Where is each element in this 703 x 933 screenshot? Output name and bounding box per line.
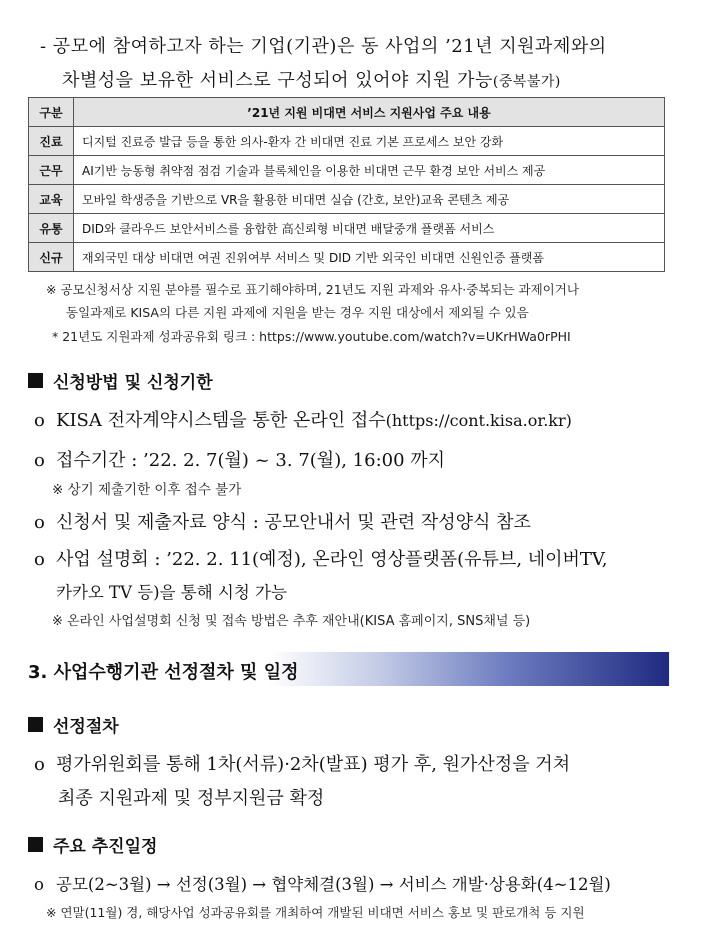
section-heading-schedule [28, 832, 157, 857]
apply-item-briefing-line-2: 카카오 TV 등)을 통해 시청 가능 [56, 583, 287, 602]
table-header-category: 구분 [29, 98, 74, 127]
section-heading-selection-text: 선정절차 [53, 717, 119, 737]
selection-item-line-1: 평가위원회를 통해 1차(서류)·2차(발표) 평가 후, 원가산정을 거쳐 [56, 754, 571, 775]
table-row [29, 185, 665, 214]
chapter-3-title: 3. 사업수행기관 선정절차 및 일정 [28, 662, 299, 683]
schedule-item [34, 871, 611, 895]
table-cell-category: 교육 [29, 185, 74, 214]
intro-line-2 [62, 66, 561, 92]
table-row [29, 214, 665, 243]
table-note-2-link[interactable]: * 21년도 지원과제 성과공유회 링크 : https://www.youtube.com/watch?v=UKrHWa0rPHI [52, 329, 571, 344]
selection-item-line-2: 최종 지원과제 및 정부지원금 확정 [58, 788, 325, 809]
apply-item-briefing [34, 545, 608, 571]
schedule-item-text: 공모(2~3월) → 선정(3월) → 협약체결(3월) → 서비스 개발·상용화(4~12월) [56, 875, 611, 894]
table-row [29, 127, 665, 156]
table-note-1-line-2: 동일과제로 KISA의 다른 지원 과제에 지원을 받는 경우 지원 대상에서 제외될 수 있음 [66, 305, 529, 320]
apply-item-online-text: KISA 전자계약시스템을 통한 온라인 접수 [56, 410, 386, 431]
table-cell-content: 재외국민 대상 비대면 여권 진위여부 서비스 및 DID 기반 외국인 비대면 신원인증 플랫폼 [74, 243, 665, 272]
apply-item-online [34, 406, 572, 432]
section-heading-apply-text: 신청방법 및 신청기한 [53, 373, 213, 393]
apply-item-period-text: 접수기간 : ’22. 2. 7(월) ~ 3. 7(월), 16:00 까지 [56, 450, 446, 471]
square-bullet-icon [28, 373, 43, 388]
apply-item-online-link[interactable]: (https://cont.kisa.or.kr) [385, 411, 572, 430]
section-heading-schedule-text: 주요 추진일정 [53, 837, 158, 857]
apply-item-forms-text: 신청서 및 제출자료 양식 : 공모안내서 및 관련 작성양식 참조 [56, 512, 531, 533]
circle-bullet-icon: o [34, 875, 44, 894]
circle-bullet-icon: o [34, 549, 45, 570]
circle-bullet-icon: o [34, 754, 45, 775]
apply-item-briefing-line-1: 사업 설명회 : ’22. 2. 11(예정), 온라인 영상플랫폼(유튜브, 네이버TV, [56, 549, 608, 570]
apply-period-note: ※ 상기 제출기한 이후 접수 불가 [52, 482, 242, 498]
section-heading-apply [28, 368, 213, 393]
circle-bullet-icon: o [34, 512, 45, 533]
table-cell-category: 유통 [29, 214, 74, 243]
intro-line-1: - 공모에 참여하고자 하는 기업(기관)은 동 사업의 ’21년 지원과제와의 [40, 36, 607, 57]
support-program-table [28, 97, 665, 272]
apply-briefing-note: ※ 온라인 사업설명회 신청 및 접속 방법은 추후 재안내(KISA 홈페이지, SNS채널 등) [52, 614, 531, 629]
table-row [29, 156, 665, 185]
table-cell-category: 진료 [29, 127, 74, 156]
selection-item [34, 750, 570, 776]
schedule-note: ※ 연말(11월) 경, 해당사업 성과공유회를 개최하여 개발된 비대면 서비스 홍보 및 판로개척 등 지원 [46, 905, 585, 920]
apply-item-forms [34, 508, 531, 534]
table-cell-content: 모바일 학생증을 기반으로 VR을 활용한 비대면 실습 (간호, 보안)교육 콘텐츠 제공 [74, 185, 665, 214]
table-cell-content: AI기반 능동형 취약점 점검 기술과 블록체인을 이용한 비대면 근무 환경 보안 서비스 제공 [74, 156, 665, 185]
table-header-content: ’21년 지원 비대면 서비스 지원사업 주요 내용 [74, 98, 665, 127]
table-cell-category: 근무 [29, 156, 74, 185]
apply-item-period [34, 446, 445, 472]
table-cell-content: DID와 클라우드 보안서비스를 융합한 高신뢰형 비대면 배달중개 플랫폼 서비스 [74, 214, 665, 243]
table-header-row [29, 98, 665, 127]
chapter-3-banner [24, 652, 669, 686]
table-cell-category: 신규 [29, 243, 74, 272]
intro-line-2-main: 차별성을 보유한 서비스로 구성되어 있어야 지원 가능 [62, 70, 493, 91]
circle-bullet-icon: o [34, 410, 45, 431]
table-cell-content: 디지털 진료증 발급 등을 통한 의사-환자 간 비대면 진료 기본 프로세스 보안 강화 [74, 127, 665, 156]
square-bullet-icon [28, 717, 43, 732]
section-heading-selection [28, 712, 119, 737]
intro-line-2-paren: (중복불가) [492, 74, 561, 90]
table-note-1-line-1: ※ 공모신청서상 지원 분야를 필수로 표기해야하며, 21년도 지원 과제와 유사·중복되는 과제이거나 [46, 282, 579, 297]
square-bullet-icon [28, 837, 43, 852]
circle-bullet-icon: o [34, 450, 45, 471]
table-row [29, 243, 665, 272]
